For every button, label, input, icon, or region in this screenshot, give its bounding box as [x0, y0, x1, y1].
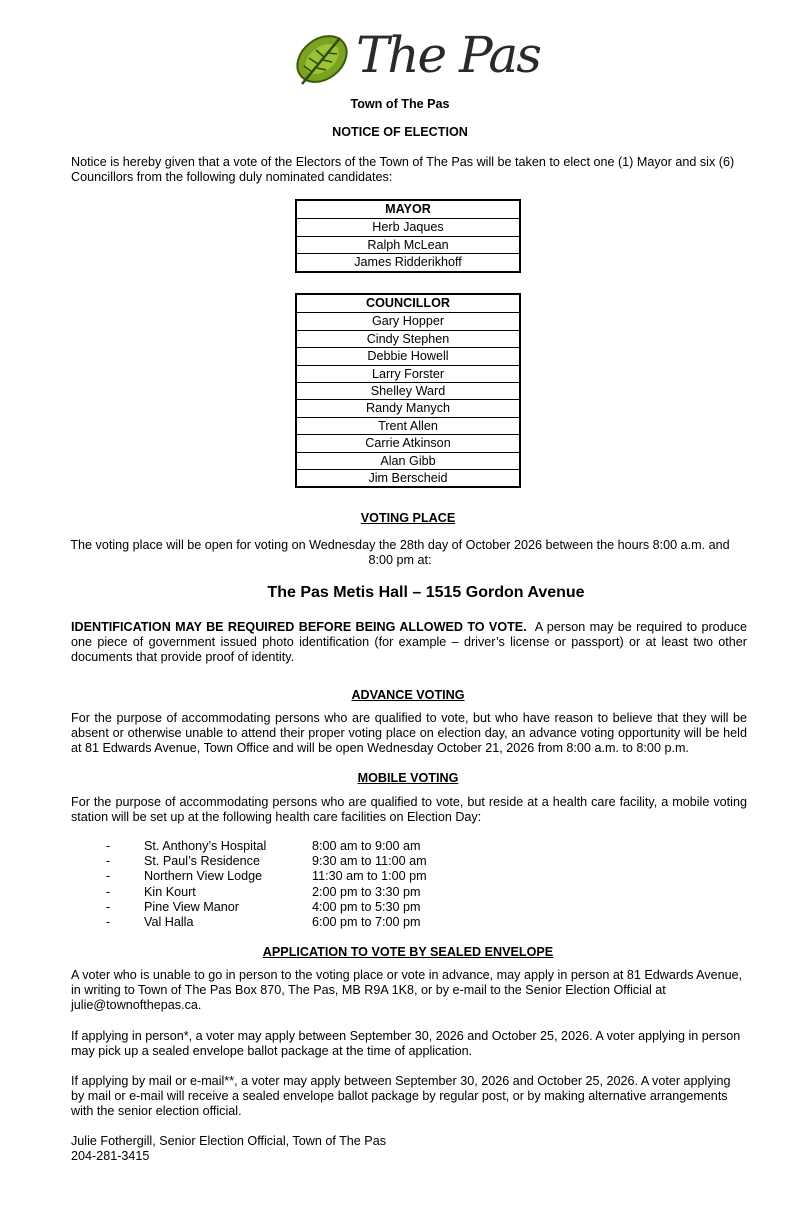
list-item	[106, 885, 506, 900]
advance-voting-text: For the purpose of accommodating persons who are qualified to vote, but who have reason to believe that they will be absent or otherwise unable to attend their proper voting place on election day, an advance voting opportunity will be held at 81 Edwards Avenue, Town Office and will be open Wednesday October 21, 2026 from 8:00 a.m. to 8:00 p.m.	[71, 711, 747, 755]
identification-paragraph	[71, 620, 747, 665]
list-dash: -	[106, 869, 111, 883]
table-row: Herb Jaques	[297, 218, 519, 235]
identification-notice: IDENTIFICATION MAY BE REQUIRED BEFORE BEING ALLOWED TO VOTE.	[71, 620, 527, 634]
notice-title: NOTICE OF ELECTION	[332, 125, 468, 139]
table-row: Trent Allen	[297, 417, 519, 434]
table-row: Jim Berscheid	[297, 469, 519, 486]
signature-name: Julie Fothergill, Senior Election Official, Town of The Pas	[71, 1134, 387, 1148]
table-row: Carrie Atkinson	[297, 434, 519, 451]
table-row: Cindy Stephen	[297, 330, 519, 347]
list-item	[106, 854, 506, 869]
signature-phone: 204-281-3415	[71, 1149, 150, 1163]
facility-name: Val Halla	[144, 915, 194, 929]
logo-wordmark: The Pas	[356, 26, 540, 84]
table-row: Larry Forster	[297, 365, 519, 382]
voting-place-heading: VOTING PLACE	[360, 511, 456, 525]
voting-place-text: The voting place will be open for voting on Wednesday the 28th day of October 2026 between the hours 8:00 a.m. and 8:00 pm at:	[70, 538, 730, 567]
list-item	[106, 915, 506, 930]
mayor-table	[295, 199, 521, 273]
list-item	[106, 839, 506, 854]
sealed-envelope-paragraph-1: A voter who is unable to go in person to the voting place or vote in advance, may apply in person at 81 Edwards Avenue, in writing to Town of The Pas Box 870, The Pas, MB R9A 1K8, or by e-mail to the Senior Election Official at julie@townofthepas.ca.	[71, 968, 743, 1012]
mobile-voting-text: For the purpose of accommodating persons who are qualified to vote, but reside at a health care facility, a mobile voting station will be set up at the following health care facilities on Election Day:	[71, 795, 747, 824]
sealed-envelope-heading: APPLICATION TO VOTE BY SEALED ENVELOPE	[262, 945, 554, 959]
councillor-table	[295, 293, 521, 488]
facility-name: St. Paul’s Residence	[144, 854, 260, 868]
town-name: Town of The Pas	[350, 97, 450, 111]
mobile-voting-heading: MOBILE VOTING	[357, 771, 459, 785]
identification-text: A person may be required to produce one piece of government issued photo identification (for example – driver’s license or passport) or at least two other documents that provide proof of identity.	[71, 620, 747, 664]
facility-time: 9:30 am to 11:00 am	[312, 854, 427, 868]
table-row: Debbie Howell	[297, 347, 519, 364]
town-logo	[290, 24, 540, 94]
list-item	[106, 869, 506, 884]
voting-location: The Pas Metis Hall – 1515 Gordon Avenue	[267, 584, 585, 601]
facility-time: 11:30 am to 1:00 pm	[312, 869, 427, 883]
mayor-heading: MAYOR	[385, 202, 431, 216]
sealed-envelope-paragraph-2: If applying in person*, a voter may apply between September 30, 2026 and October 25, 2026. A voter applying in person may pick up a sealed envelope ballot package at the time of application.	[71, 1029, 741, 1058]
facility-name: Pine View Manor	[144, 900, 239, 914]
list-item	[106, 900, 506, 915]
advance-voting-heading: ADVANCE VOTING	[351, 688, 465, 702]
list-dash: -	[106, 915, 111, 929]
table-row: Shelley Ward	[297, 382, 519, 399]
sealed-envelope-paragraph-3: If applying by mail or e-mail**, a voter may apply between September 30, 2026 and October 25, 2026. A voter applying by mail or e-mail will receive a sealed envelope ballot package by regular post, or by making alternative arrangements with the senior election official.	[71, 1074, 731, 1118]
list-dash: -	[106, 839, 111, 853]
list-dash: -	[106, 854, 111, 868]
list-dash: -	[106, 885, 111, 899]
table-row: Alan Gibb	[297, 452, 519, 469]
facility-time: 6:00 pm to 7:00 pm	[312, 915, 421, 929]
councillor-heading: COUNCILLOR	[366, 296, 450, 310]
facility-time: 2:00 pm to 3:30 pm	[312, 885, 421, 899]
facility-time: 8:00 am to 9:00 am	[312, 839, 421, 853]
list-dash: -	[106, 900, 111, 914]
table-row: James Ridderikhoff	[297, 253, 519, 270]
facility-name: St. Anthony’s Hospital	[144, 839, 267, 853]
intro-paragraph: Notice is hereby given that a vote of the Electors of the Town of The Pas will be taken to elect one (1) Mayor and six (6) Councillors from the following duly nominated candidates:	[71, 155, 735, 184]
table-row: Gary Hopper	[297, 312, 519, 329]
table-row: Ralph McLean	[297, 236, 519, 253]
facility-name: Northern View Lodge	[144, 869, 263, 883]
facility-time: 4:00 pm to 5:30 pm	[312, 900, 421, 914]
leaf-icon	[290, 26, 356, 90]
facility-name: Kin Kourt	[144, 885, 196, 899]
table-row: Randy Manych	[297, 399, 519, 416]
